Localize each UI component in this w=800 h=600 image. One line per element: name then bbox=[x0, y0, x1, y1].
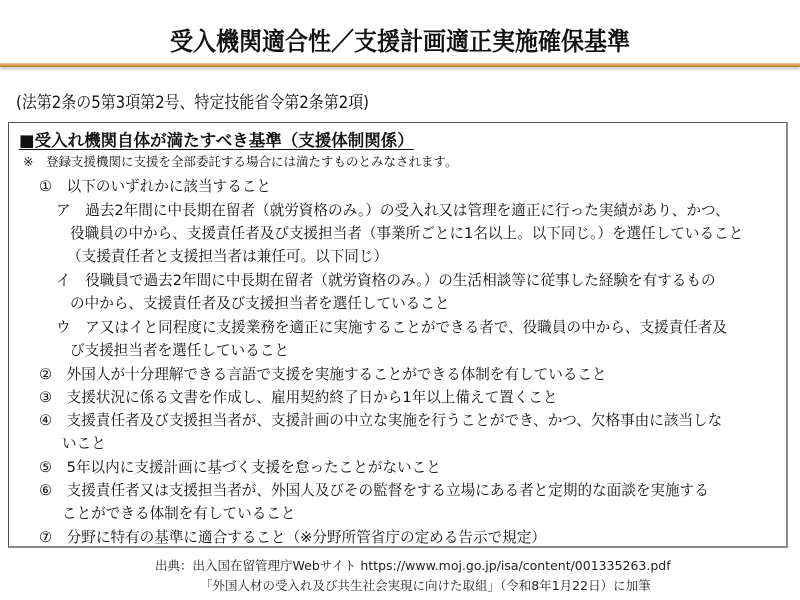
box-heading: ■受入れ機関自体が満たすべき基準（支援体制関係） bbox=[19, 131, 414, 150]
page-title: 受入機関適合性／支援計画適正実施確保基準 bbox=[169, 27, 630, 56]
delegation-note: ※ 登録支援機関に支援を全部委託する場合には満たすものとみなされます。 bbox=[23, 154, 458, 169]
criterion-1: ① 以下のいずれかに該当すること bbox=[39, 178, 271, 195]
criterion-3: ③ 支援状況に係る文書を作成し、雇用契約終了日から1年以上備えて置くこと bbox=[39, 389, 558, 406]
source-citation-title: 「外国人材の受入れ及び共生社会実現に向けた取組」（令和8年1月22日）に加筆 bbox=[200, 578, 651, 593]
criterion-1a-line1: ア 過去2年間に中長期在留者（就労資格のみ。）の受入れ又は管理を適正に行った実績があり、かつ、 bbox=[56, 202, 730, 219]
criterion-4-line2: いこと bbox=[62, 435, 106, 452]
criterion-6-line1: ⑥ 支援責任者又は支援担当者が、外国人及びその監督をする立場にある者と定期的な面談を実施する bbox=[39, 482, 709, 499]
criterion-6-line2: ことができる体制を有していること bbox=[62, 505, 296, 522]
criterion-1a-line2: 役職員の中から、支援責任者及び支援担当者（事業所ごとに1名以上。以下同じ。）を選任していること bbox=[70, 225, 744, 242]
criterion-1a-line3: （支援責任者と支援担当者は兼任可。以下同じ） bbox=[67, 248, 389, 265]
criterion-5: ⑤ 5年以内に支援計画に基づく支援を怠ったことがないこと bbox=[39, 459, 441, 476]
criterion-1i-line1: イ 役職員で過去2年間に中長期在留者（就労資格のみ。）の生活相談等に従事した経験を有するもの bbox=[56, 272, 716, 289]
criteria-box bbox=[8, 122, 788, 548]
criterion-4-line1: ④ 支援責任者及び支援担当者が、支援計画の中立な実施を行うことができ、かつ、欠格事由に該当しな bbox=[39, 412, 723, 429]
legal-reference: (法第2条の5第3項第2号、特定技能省令第2条第2項) bbox=[16, 93, 370, 113]
title-divider bbox=[0, 63, 800, 67]
criterion-2: ② 外国人が十分理解できる言語で支援を実施することができる体制を有していること bbox=[39, 366, 607, 383]
criterion-7: ⑦ 分野に特有の基準に適合すること（※分野所管省庁の定める告示で規定） bbox=[39, 529, 546, 546]
criterion-1u-line2: び支援担当者を選任していること bbox=[70, 342, 289, 359]
criterion-1u-line1: ウ ア又はイと同程度に支援業務を適正に実施することができる者で、役職員の中から、支援責任者及 bbox=[56, 319, 728, 336]
source-citation-url: 出典：出入国在留管理庁Webサイト https://www.moj.go.jp/isa/content/001335263.pdf bbox=[155, 558, 671, 573]
criterion-1i-line2: の中から、支援責任者及び支援担当者を選任していること bbox=[70, 295, 450, 312]
